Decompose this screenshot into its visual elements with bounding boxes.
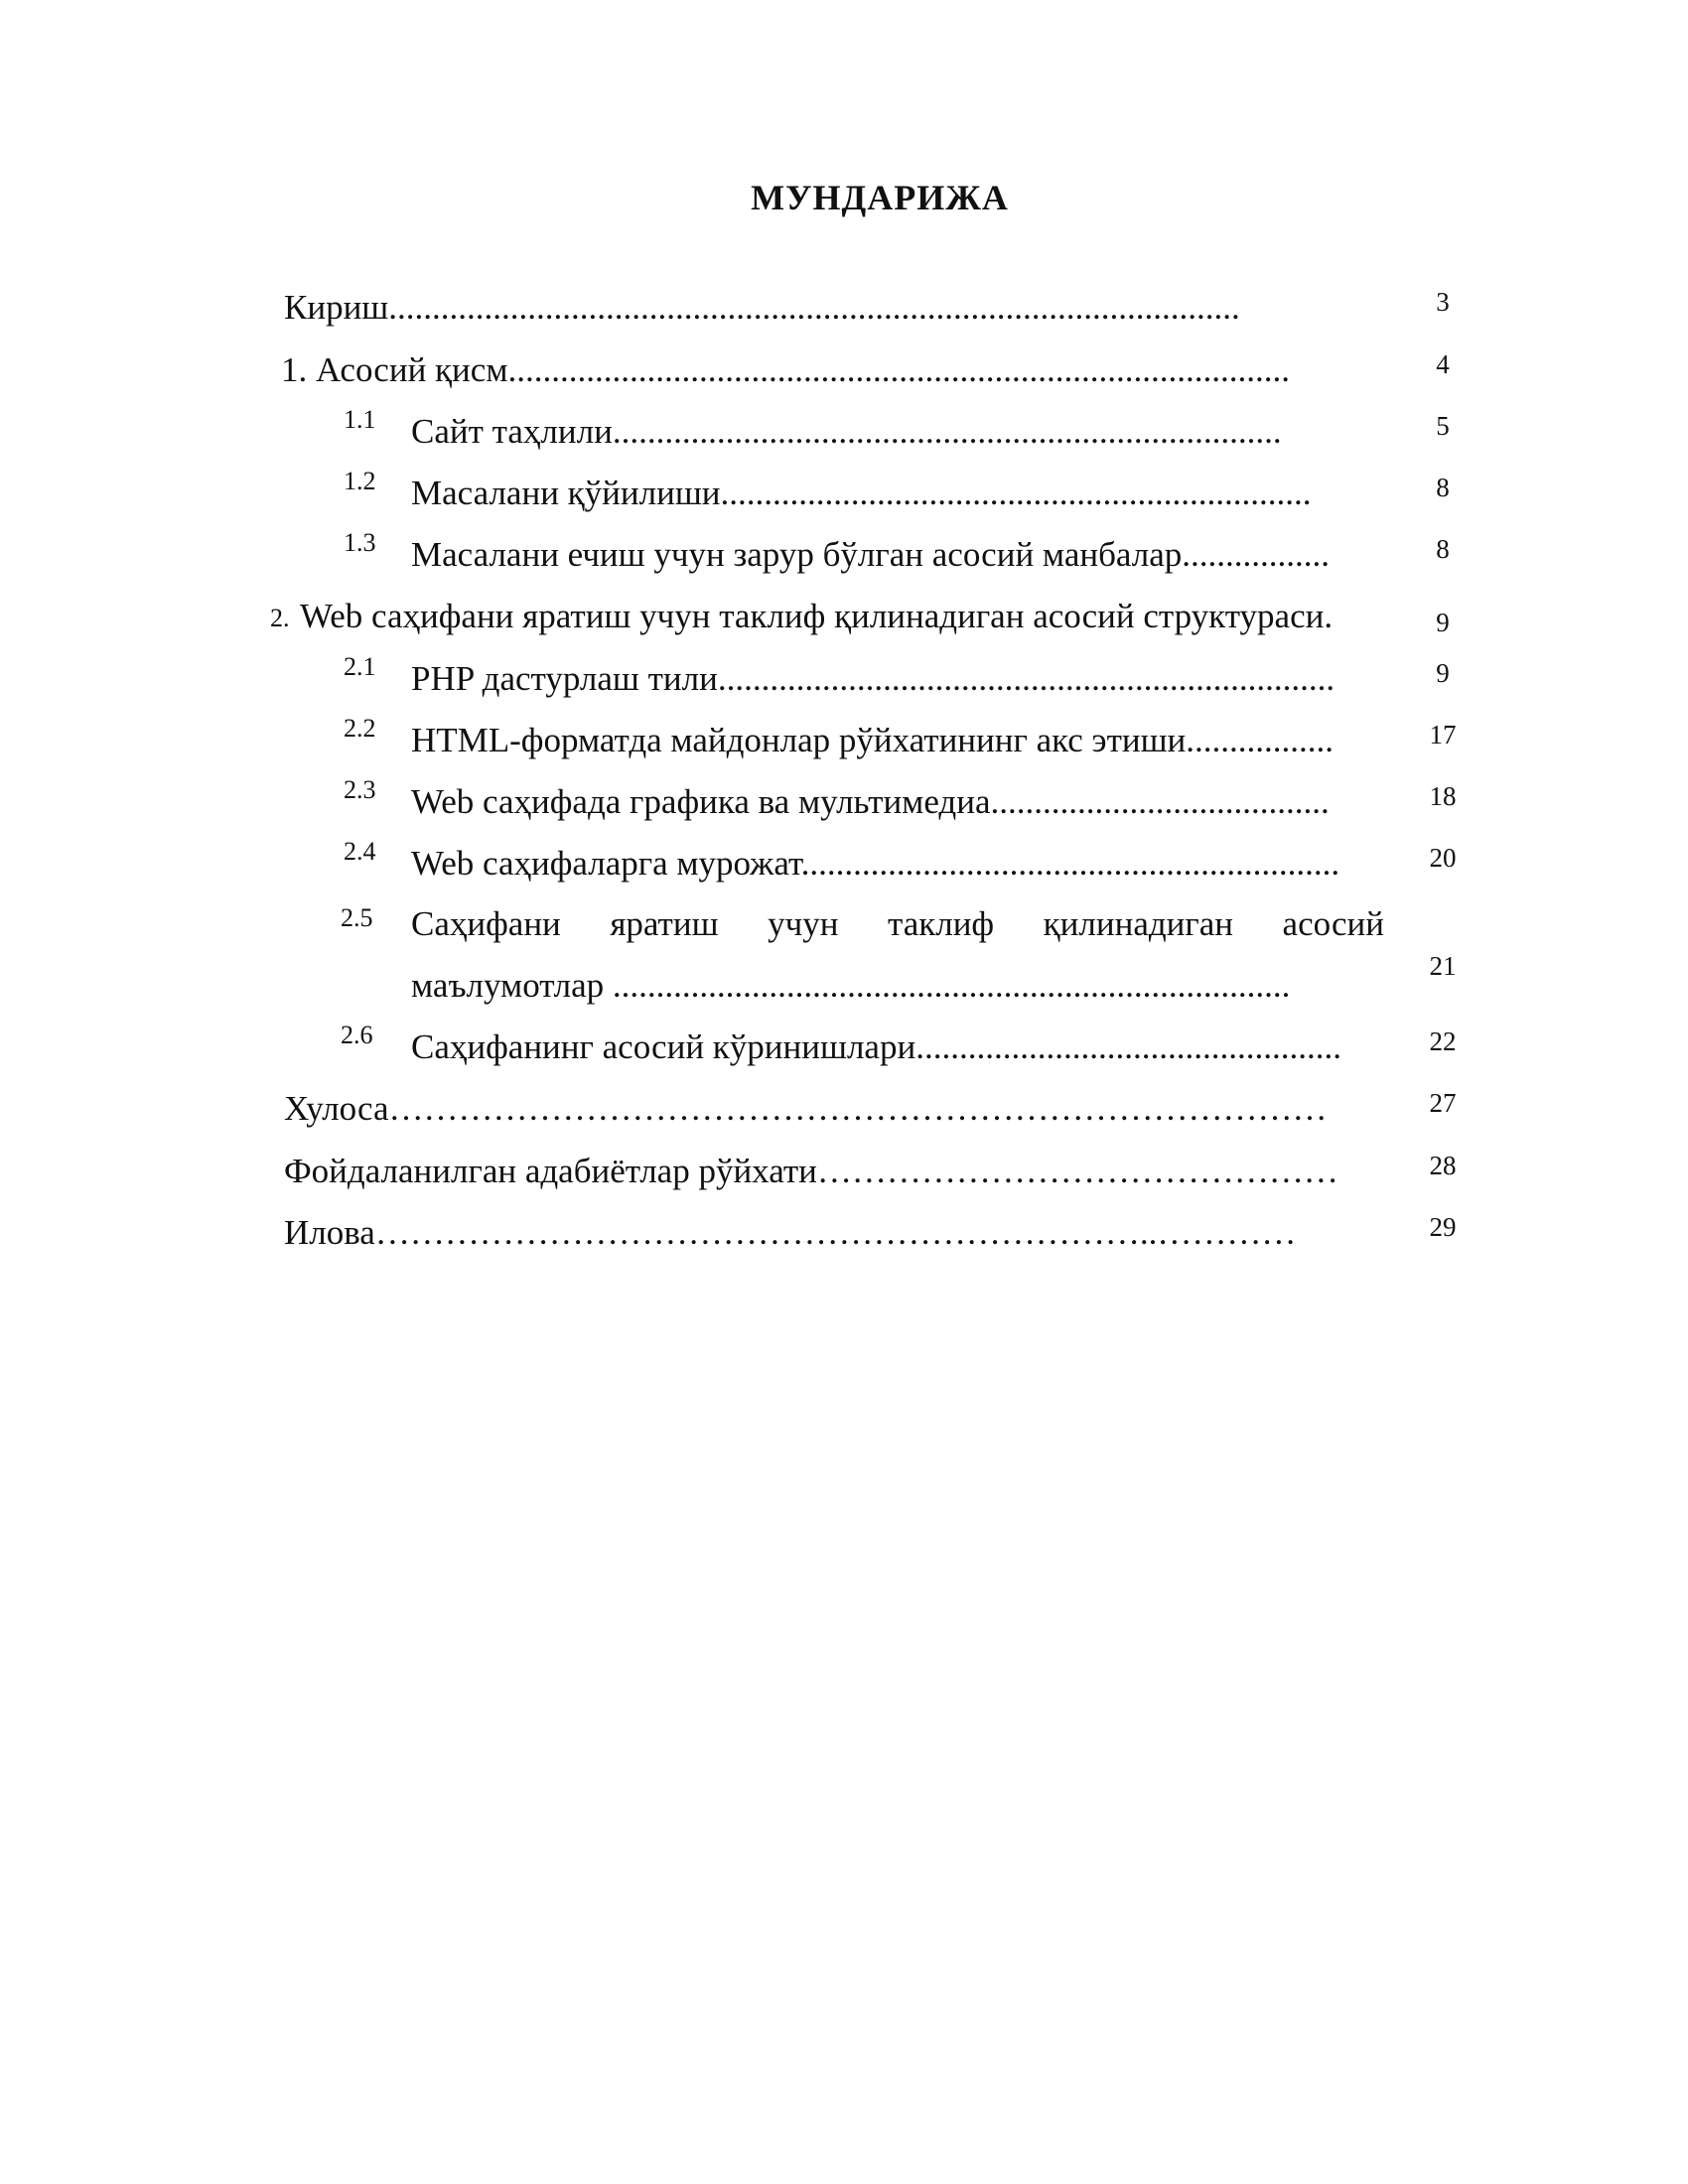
- toc-entry-title: Илова: [284, 1213, 375, 1252]
- toc-entry-title: Масалани қўйилиши: [411, 474, 721, 512]
- toc-entry-title: Web саҳифаларга мурожат: [411, 844, 801, 883]
- toc-entry-title: Саҳифанинг асосий кўринишлари: [411, 1027, 916, 1066]
- toc-page-number: 3: [1436, 287, 1450, 317]
- toc-entry-title: 1. Асосий қисм: [281, 350, 508, 389]
- toc-section-number: 2.6: [341, 1021, 373, 1049]
- toc-leader-dots: .............................................................................: [612, 412, 1282, 451]
- page-title: МУНДАРИЖА: [751, 178, 1009, 217]
- toc-section-number: 2.2: [344, 714, 376, 743]
- toc-section-number: 1.3: [344, 528, 376, 557]
- toc-entry: [0, 1023, 1688, 1072]
- toc-page-number: 22: [1429, 1026, 1457, 1056]
- toc-entry: [0, 592, 1688, 641]
- toc-leader-dots: …………………………………………………………..…………: [374, 1213, 1297, 1252]
- toc-entry-title: PHP дастурлаш тили: [411, 659, 718, 698]
- toc-leader-dots: ..............................................................: [800, 844, 1340, 883]
- toc-entry: [0, 777, 1688, 827]
- toc-page-number: 8: [1436, 534, 1450, 564]
- toc-entry: [0, 839, 1688, 888]
- toc-section-number: 2.5: [341, 903, 373, 932]
- toc-entry-title: Web саҳифада графика ва мультимедиа: [411, 782, 991, 821]
- toc-leader-dots: .................: [1182, 535, 1331, 574]
- toc-page-number: 21: [1429, 951, 1457, 981]
- toc-entry: [0, 1147, 1688, 1196]
- toc-leader-dots: ..........................................................................................: [507, 350, 1290, 389]
- toc-page-number: 27: [1429, 1088, 1457, 1118]
- toc-page-number: 18: [1429, 781, 1457, 811]
- toc-leader-dots: .......................................: [990, 782, 1330, 821]
- toc-entry: [0, 345, 1688, 395]
- toc-leader-dots: ..............................................................................: [604, 966, 1291, 1005]
- toc-entry-title-line1: Саҳифани яратиш учун таклиф қилинадиган асосий: [411, 904, 1384, 943]
- toc-entry: [0, 899, 1688, 1019]
- toc-entry: [0, 1208, 1688, 1258]
- toc-page-number: 29: [1429, 1212, 1457, 1242]
- toc-leader-dots: .......................................................................: [717, 659, 1336, 698]
- toc-entry-title-line2: маълумотлар: [411, 966, 605, 1005]
- toc-section-number: 1.1: [344, 405, 376, 434]
- toc-entry: [0, 283, 1688, 333]
- toc-page-number: 9: [1436, 608, 1450, 637]
- toc-entry-title: Фойдаланилган адабиётлар рўйхати: [284, 1152, 817, 1190]
- toc-entry-title: Хулоса: [284, 1089, 389, 1128]
- toc-entry-title: Масалани ечиш учун зарур бўлган асосий манбалар: [411, 535, 1183, 574]
- toc-entry-title: Web саҳифани яратиш учун таклиф қилинадиган асосий структураси.: [300, 597, 1334, 635]
- toc-section-number: 2.1: [344, 652, 376, 681]
- toc-page-number: 17: [1429, 720, 1457, 750]
- toc-page-number: 28: [1429, 1151, 1457, 1180]
- toc-entry: [0, 469, 1688, 518]
- toc-leader-dots: ………………………………………: [816, 1152, 1338, 1190]
- toc-section-number: 2.: [270, 604, 290, 632]
- toc-page-number: 8: [1436, 473, 1450, 502]
- toc-leader-dots: ..................................................................................................: [388, 288, 1240, 327]
- toc-entry: [0, 654, 1688, 704]
- toc-section-number: 2.3: [344, 775, 376, 804]
- toc-leader-dots: ………………………………………………………………………: [388, 1089, 1328, 1128]
- toc-entry: [0, 407, 1688, 457]
- toc-page-number: 9: [1436, 658, 1450, 688]
- toc-entry-title: HTML-форматда майдонлар рўйхатининг акс этиши: [411, 721, 1187, 759]
- toc-page-number: 5: [1436, 411, 1450, 441]
- toc-leader-dots: .................................................: [915, 1027, 1341, 1066]
- toc-entry: [0, 1084, 1688, 1134]
- toc-leader-dots: ....................................................................: [720, 474, 1312, 512]
- toc-entry: [0, 716, 1688, 765]
- toc-section-number: 1.2: [344, 467, 376, 495]
- toc-entry-title: Сайт таҳлили: [411, 412, 613, 451]
- toc-section-number: 2.4: [344, 837, 376, 866]
- toc-page-number: 4: [1436, 349, 1450, 379]
- toc-entry: [0, 530, 1688, 580]
- toc-page-number: 20: [1429, 843, 1457, 873]
- toc-entry-title: Кириш: [284, 288, 389, 327]
- toc-leader-dots: .................: [1186, 721, 1335, 759]
